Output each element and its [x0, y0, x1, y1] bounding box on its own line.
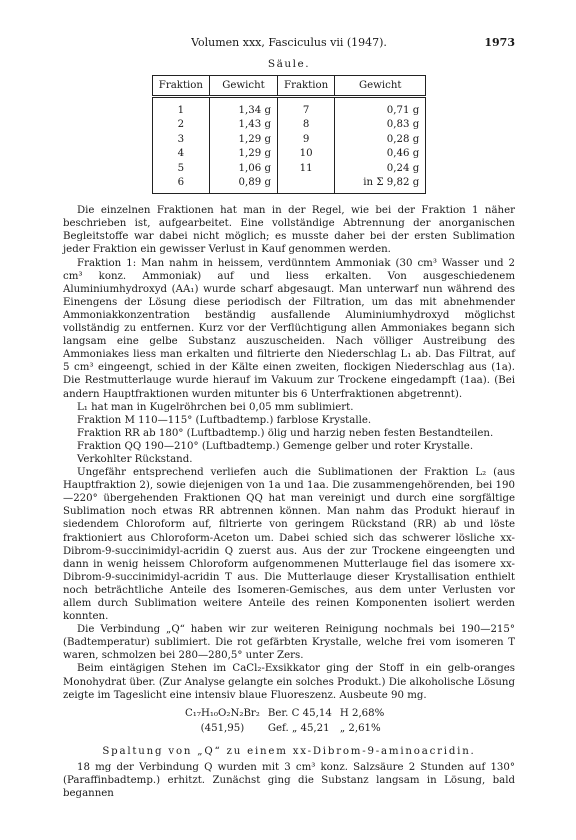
table-cell: 6 — [152, 176, 209, 194]
column-header: Gewicht — [210, 76, 278, 97]
found-hydrogen: „ 2,61% — [339, 722, 381, 734]
paragraph: Ungefähr entsprechend verliefen auch die Sublimationen der Fraktion L₂ (aus Hauptfraktion 2), sowie diejenigen von 1a und 1aa. Die zusammengehörenden, bei 190—220° übergehenden Fraktionen QQ hat man vereinigt und durch eine sorgfältige Sublimation noch etwas RR abtrennen können. Man nahm das Produkt hierauf in siedendem Chloroform auf, filtrierte von geringem Rückstand (RR) ab und löste fraktioniert aus Chloroform-Aceton um. Dabei schied sich das schwerer lösliche xx-Dibrom-9-succinimidyl-acridin Q zuerst aus. Aus der zur Trockene eingeengten und dann in wenig heissem Chloroform aufgenommenen Mutterlauge fiel das isomere xx-Dibrom-9-succinimidyl-acridin T aus. Die Mutterlauge dieser Krystallisation enthielt noch beträchtliche Anteile des Isomeren-Gemisches, aus dem unter Verlusten vor allem durch Sublimation weitere Anteile des reinen Komponenten isoliert werden konnten. — [63, 467, 515, 623]
table-row — [152, 97, 425, 118]
table-cell: 0,71 g — [335, 97, 426, 118]
running-head — [63, 36, 515, 52]
page — [63, 36, 515, 800]
molecular-mass: (451,95) — [200, 722, 245, 734]
fraction-line: Verkohlter Rückstand. — [77, 453, 193, 465]
page-number: 1973 — [484, 36, 515, 49]
table-cell: in Σ 9,82 g — [335, 176, 426, 194]
table-cell: 5 — [152, 161, 209, 176]
paragraph: Fraktion 1: Man nahm in heissem, verdünntem Ammoniak (30 cm³ Wasser und 2 cm³ konz. Ammoniak) auf und liess erkalten. Von ausgeschiedenem Aluminiumhydroxyd (AA₁) wurde scharf abgesaugt. Man unterwarf nun während des Einengens der Lösung diese periodisch der Filtration, um das mit abnehmender Ammoniakkonzentration beständig ausfallende Aluminiumhydroxyd möglichst vollständig zu entfernen. Kurz vor der Verflüchtigung allen Ammoniakes begann sich langsam eine gelbe Substanz auszuscheiden. Nach völliger Austreibung des Ammoniakes liess man erkalten und filtrierte den Niederschlag L₁ ab. Das Filtrat, auf 5 cm³ eingeengt, schied in der Kälte einen zweiten, flockigen Niederschlag aus (1a). Die Restmutterlauge wurde hierauf im Vakuum zur Trockene eingedampft (1aa). (Bei andern Hauptfraktionen wurden mitunter bis 6 Unterfraktionen abgetrennt). — [63, 257, 515, 400]
table-cell: 11 — [278, 161, 335, 176]
table-cell: 3 — [152, 132, 209, 147]
table-cell: 0,24 g — [335, 161, 426, 176]
fraction-table — [152, 75, 426, 194]
table-row — [152, 176, 425, 194]
table-row — [152, 147, 425, 162]
table-cell: 0,46 g — [335, 147, 426, 162]
paragraph: Beim eintägigen Stehen im CaCl₂-Exsikkator ging der Stoff in ein gelb-oranges Monohydrat über. (Zur Analyse gelangte ein solches Produkt.) Die alkoholische Lösung zeigte im Tageslicht eine intensiv blaue Fluoreszenz. Ausbeute 90 mg. — [63, 663, 515, 701]
column-header: Fraktion — [152, 76, 209, 97]
calc-carbon: Ber. C 45,14 — [267, 707, 332, 719]
section-heading: Spaltung von „Q“ zu einem xx-Dibrom-9-aminoacridin. — [102, 745, 476, 757]
table-cell: 7 — [278, 97, 335, 118]
table-cell: 1 — [152, 97, 209, 118]
elemental-analysis — [183, 705, 392, 737]
table-cell — [278, 176, 335, 194]
body-text — [63, 204, 515, 800]
table-cell: 10 — [278, 147, 335, 162]
table-caption: Säule. — [267, 58, 311, 70]
table-row — [152, 132, 425, 147]
column-header: Gewicht — [335, 76, 426, 97]
table-row — [152, 161, 425, 176]
table-cell: 1,43 g — [210, 118, 278, 133]
table-cell: 1,29 g — [210, 147, 278, 162]
analysis-row — [185, 722, 390, 735]
paragraph: 18 mg der Verbindung Q wurden mit 3 cm³ konz. Salzsäure 2 Stunden auf 130° (Paraffinbadtemp.) erhitzt. Zunächst ging die Substanz langsam in Lösung, bald begannen — [63, 762, 515, 800]
table-cell: 1,29 g — [210, 132, 278, 147]
table-row — [152, 118, 425, 133]
fraction-line: Fraktion QQ 190—210° (Luftbadtemp.) Gemenge gelber und roter Krystalle. — [77, 440, 474, 452]
table-cell: 9 — [278, 132, 335, 147]
fraction-line: Fraktion M 110—115° (Luftbadtemp.) farblose Krystalle. — [77, 414, 372, 426]
analysis-row — [185, 707, 390, 720]
fraction-line: Fraktion RR ab 180° (Luftbadtemp.) ölig und harzig neben festen Bestandteilen. — [77, 427, 494, 439]
table-cell: 1,06 g — [210, 161, 278, 176]
found-carbon: Gef. „ 45,21 — [267, 722, 330, 734]
table-cell: 0,83 g — [335, 118, 426, 133]
journal-title: Volumen xxx, Fasciculus vii (1947). — [191, 36, 387, 49]
table-cell: 8 — [278, 118, 335, 133]
paragraph: Die Verbindung „Q“ haben wir zur weiteren Reinigung nochmals bei 190—215° (Badtemperatur) sublimiert. Die rot gefärbten Krystalle, welche frei vom isomeren T waren, schmolzen bei 280—280,5° unter Zers. — [63, 624, 515, 662]
table-cell: 4 — [152, 147, 209, 162]
table-cell: 0,89 g — [210, 176, 278, 194]
table-cell: 0,28 g — [335, 132, 426, 147]
paragraph: L₁ hat man in Kugelröhrchen bei 0,05 mm sublimiert. — [77, 401, 354, 413]
table-cell: 1,34 g — [210, 97, 278, 118]
calc-hydrogen: H 2,68% — [339, 707, 385, 719]
column-header: Fraktion — [278, 76, 335, 97]
table-cell: 2 — [152, 118, 209, 133]
molecular-formula: C₁₇H₁₀O₂N₂Br₂ — [185, 707, 260, 719]
table-header-row — [152, 76, 425, 97]
paragraph: Die einzelnen Fraktionen hat man in der Regel, wie bei der Fraktion 1 näher beschrieben ist, aufgearbeitet. Eine vollständige Abtrennung der anorganischen Begleitstoffe war dabei nicht möglich; es musste daher bei der ersten Sublimation jeder Fraktion ein gewisser Verlust in Kauf genommen werden. — [63, 205, 515, 256]
